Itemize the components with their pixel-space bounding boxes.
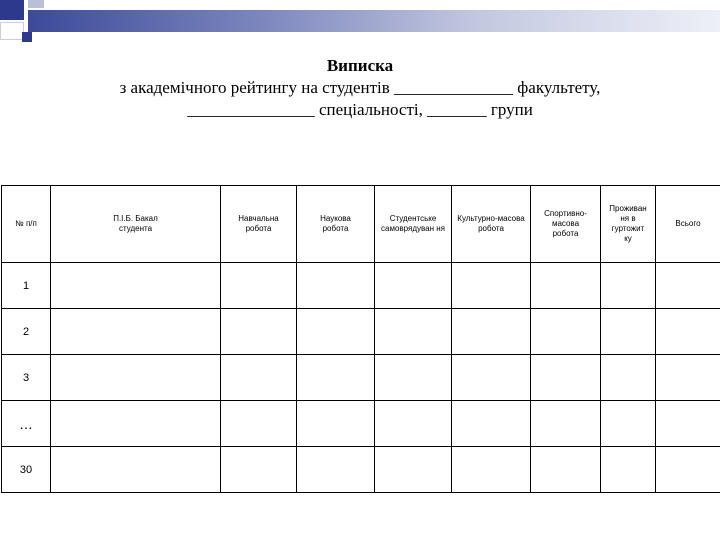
table-cell [531, 401, 601, 447]
table-cell [452, 447, 531, 493]
table-cell [375, 263, 452, 309]
column-header: Навчальна робота [221, 186, 297, 263]
table-cell [51, 309, 221, 355]
table-cell [375, 401, 452, 447]
table-row [2, 263, 720, 309]
table-cell [452, 263, 531, 309]
rating-table [1, 185, 720, 493]
table-cell [221, 447, 297, 493]
corner-square-light [28, 0, 44, 8]
table-cell [452, 401, 531, 447]
column-header: № п/п [2, 186, 51, 263]
corner-square-small [22, 32, 32, 42]
table-header-row [2, 186, 720, 263]
table-cell [531, 355, 601, 401]
table-cell [297, 263, 375, 309]
row-number: 30 [2, 447, 51, 493]
header-gradient-band [28, 10, 720, 32]
table-cell [221, 309, 297, 355]
row-number: … [2, 401, 51, 447]
row-number: 3 [2, 355, 51, 401]
table-cell [601, 447, 656, 493]
table-cell [51, 263, 221, 309]
table-cell [297, 309, 375, 355]
table-cell [51, 447, 221, 493]
table-cell [297, 447, 375, 493]
table-cell [221, 401, 297, 447]
row-number: 1 [2, 263, 51, 309]
document-title: Виписка [326, 56, 394, 75]
table-cell [601, 355, 656, 401]
table-cell [656, 309, 720, 355]
table-cell [656, 401, 720, 447]
table-cell [375, 309, 452, 355]
corner-square-white [0, 22, 24, 40]
table-row [2, 355, 720, 401]
table-cell [375, 355, 452, 401]
document-title-block [60, 55, 660, 121]
table-row [2, 401, 720, 447]
column-header: Студентське самоврядуван ня [375, 186, 452, 263]
corner-square-dark [0, 0, 24, 20]
column-header: Наукова робота [297, 186, 375, 263]
table-cell [221, 263, 297, 309]
title-line-specialty: _______________ спеціальності, _______ групи [187, 100, 533, 119]
row-number: 2 [2, 309, 51, 355]
table-cell [601, 401, 656, 447]
table-cell [656, 355, 720, 401]
table-cell [656, 447, 720, 493]
table-cell [221, 355, 297, 401]
table-cell [51, 401, 221, 447]
column-header: П.І.Б. Бакал студента [51, 186, 221, 263]
table-cell [452, 309, 531, 355]
table-cell [531, 263, 601, 309]
table-row [2, 309, 720, 355]
table-cell [452, 355, 531, 401]
table-cell [531, 309, 601, 355]
table-cell [375, 447, 452, 493]
table-cell [51, 355, 221, 401]
table-cell [531, 447, 601, 493]
column-header: Проживан ня в гуртожит ку [601, 186, 656, 263]
table-cell [297, 355, 375, 401]
title-line-faculty: з академічного рейтингу на студентів ______________ факультету, [119, 78, 601, 97]
table-row [2, 447, 720, 493]
table-cell [601, 263, 656, 309]
column-header: Спортивно-масова робота [531, 186, 601, 263]
table-cell [601, 309, 656, 355]
column-header: Культурно-масова робота [452, 186, 531, 263]
table-cell [656, 263, 720, 309]
table-cell [297, 401, 375, 447]
column-header: Всього [656, 186, 720, 263]
